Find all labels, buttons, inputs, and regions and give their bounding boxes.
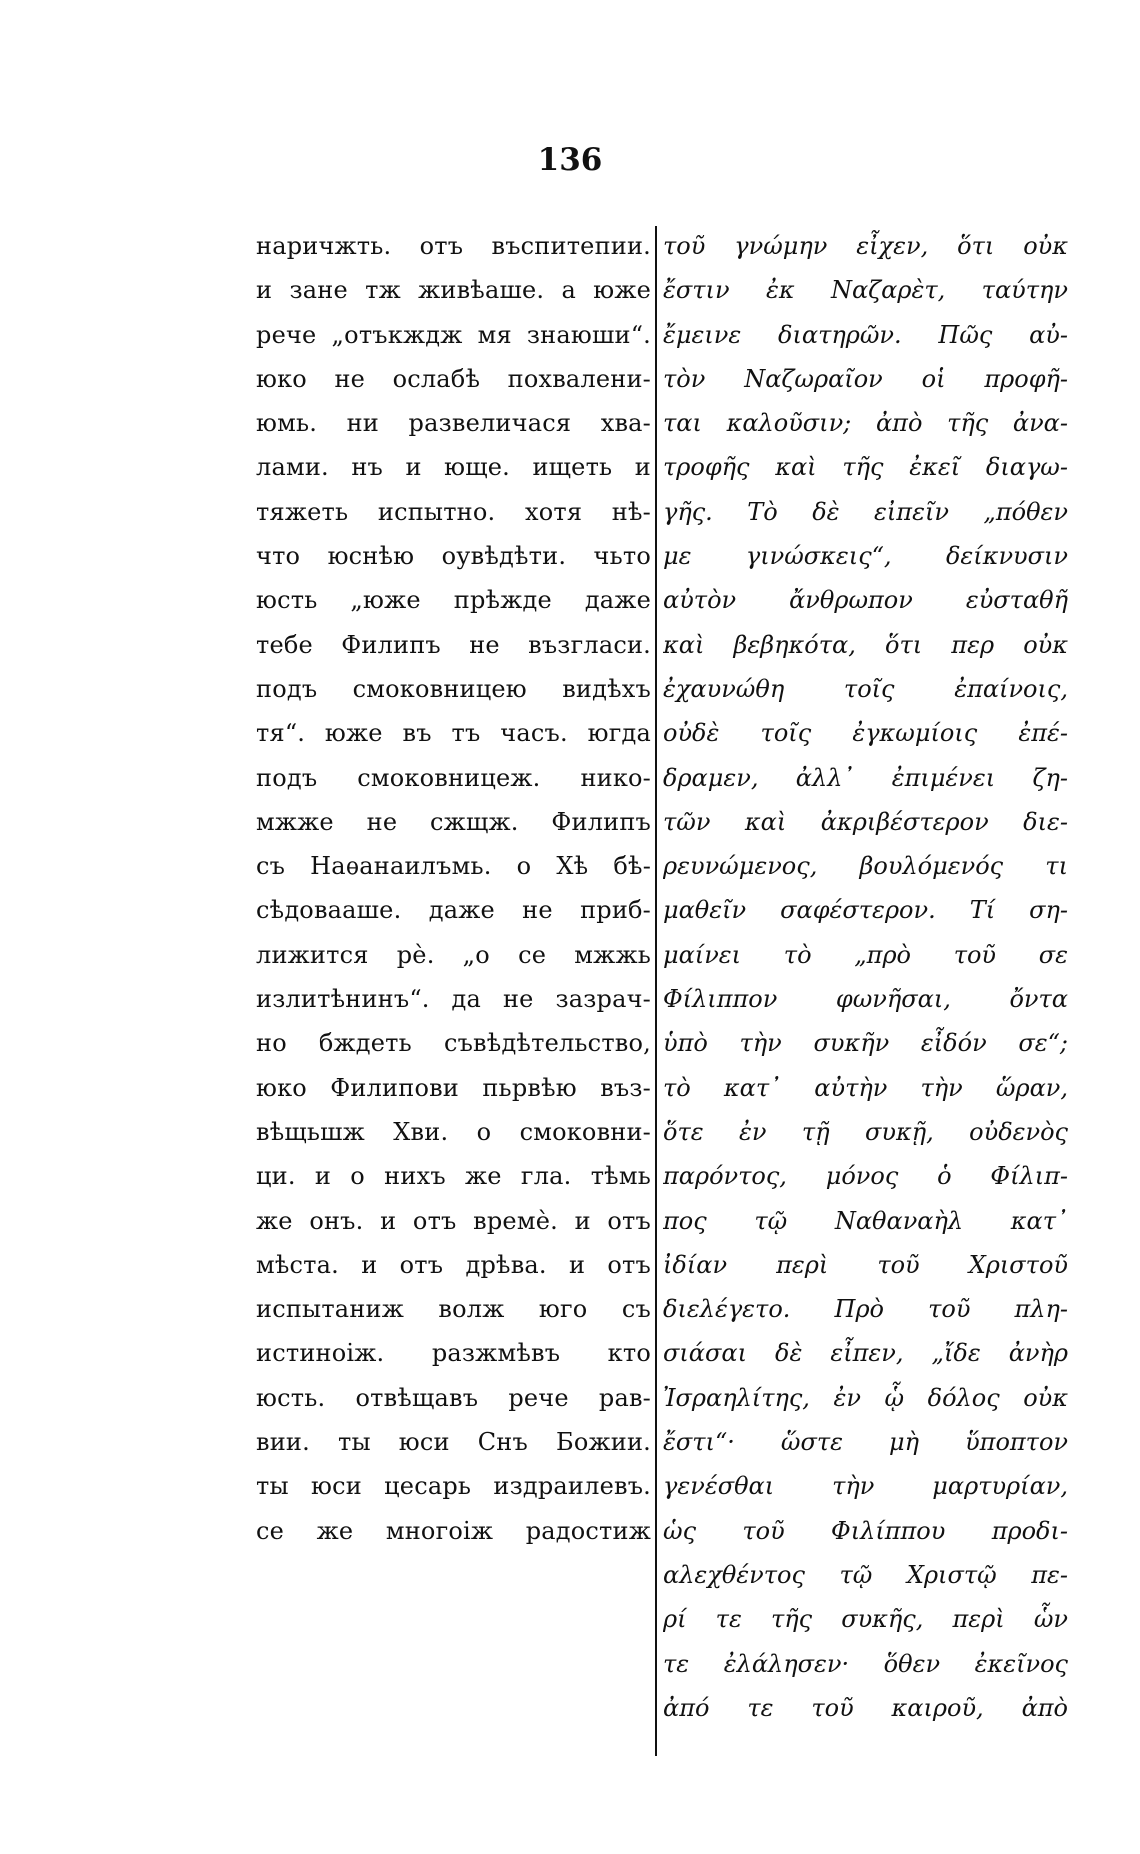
text-line: παρόντος, μόνος ὁ Φίλιπ-	[663, 1162, 1068, 1191]
text-line: ἀπό τε τοῦ καιροῦ, ἀπὸ	[663, 1693, 1068, 1722]
text-line: ὑπὸ τὴν συκῆν εἶδόν σε“;	[663, 1029, 1068, 1058]
text-line: сѣдовааше. даже не приб-	[256, 896, 651, 925]
text-line: юмь. ни развеличася хва-	[256, 409, 651, 438]
text-line: ци. и о нихъ же гла. тѣмь	[256, 1162, 651, 1191]
text-line: же онъ. и отъ времѐ. и отъ	[256, 1206, 651, 1235]
text-line: τῶν καὶ ἀκριβέστερον διε-	[663, 807, 1068, 836]
text-line: испытаниж волж юго съ	[256, 1295, 651, 1324]
text-line: ὅτε ἐν τῇ συκῇ, οὐδενὸς	[663, 1117, 1068, 1146]
text-line: тя“. юже въ тъ часъ. югда	[256, 719, 651, 748]
text-line: ἔστι“· ὥστε μὴ ὕποπτον	[663, 1428, 1068, 1457]
text-line: Ἰσραηλίτης, ἐν ᾧ δόλος οὐκ	[663, 1383, 1068, 1412]
text-line: истиноіж. разжмѣвъ кто	[256, 1339, 651, 1368]
text-line: подъ смоковницеж. нико-	[256, 763, 651, 792]
text-line: излитѣнинъ“. да не зазрач-	[256, 985, 651, 1014]
text-line: τοῦ γνώμην εἶχεν, ὅτι οὐκ	[663, 232, 1068, 260]
text-line: τὸν Ναζωραῖον οἱ προφῆ-	[663, 364, 1068, 393]
text-line: ἰδίαν περὶ τοῦ Χριστοῦ	[663, 1250, 1068, 1279]
text-line: что юснѣю оувѣдѣти. чьто	[256, 542, 651, 571]
text-line: и зане тж живѣаше. а юже	[256, 276, 651, 305]
text-line: съ Наѳанаилъмь. о Хѣ бѣ-	[256, 852, 651, 881]
text-line: τε ἐλάλησεν· ὅθεν ἐκεῖνος	[663, 1649, 1068, 1678]
text-line: лами. нъ и юще. ищеть и	[256, 453, 651, 482]
text-line: юсть „юже прѣжде даже	[256, 586, 651, 615]
text-line: юко не ослабѣ похвалени-	[256, 364, 651, 393]
text-line: ἐχαυνώθη τοῖς ἐπαίνοις,	[663, 674, 1068, 703]
text-line: тебе Филипъ не възгласи.	[256, 630, 651, 659]
text-line: με γινώσκεις“, δείκνυσιν	[663, 542, 1068, 571]
text-line: ρευνώμενος, βουλόμενός τι	[663, 852, 1068, 881]
text-line: Φίλιππον φωνῆσαι, ὄντα	[663, 985, 1068, 1014]
text-line: лижится рѐ. „о се мжжь	[256, 940, 651, 969]
text-line: ται καλοῦσιν; ἀπὸ τῆς ἀνα-	[663, 409, 1068, 438]
text-line: но бждеть съвѣдѣтельство,	[256, 1029, 651, 1058]
text-line: αὐτὸν ἄνθρωπον εὐσταθῆ	[663, 586, 1068, 615]
text-line: γενέσθαι τὴν μαρτυρίαν,	[663, 1472, 1068, 1501]
text-line: ἔμεινε διατηρῶν. Πῶς αὐ-	[663, 320, 1068, 349]
text-line: μαίνει τὸ „πρὸ τοῦ σε	[663, 940, 1068, 969]
text-line: тяжеть испытно. хотя нѣ-	[256, 497, 651, 526]
text-line: ρί τε τῆς συκῆς, περὶ ὧν	[663, 1605, 1068, 1634]
text-line: μαθεῖν σαφέστερον. Τί ση-	[663, 896, 1068, 925]
right-column-greek	[663, 224, 1068, 1730]
text-line: τροφῆς καὶ τῆς ἐκεῖ διαγω-	[663, 453, 1068, 482]
text-line: διελέγετο. Πρὸ τοῦ πλη-	[663, 1295, 1068, 1324]
text-line: σιάσαι δὲ εἶπεν, „ἴδε ἀνὴρ	[663, 1339, 1068, 1368]
column-divider	[655, 226, 657, 1756]
text-line: αλεχθέντος τῷ Χριστῷ πε-	[663, 1560, 1068, 1589]
text-line: ἔστιν ἐκ Ναζαρὲτ, ταύτην	[663, 276, 1068, 305]
text-line: οὐδὲ τοῖς ἐγκωμίοις ἐπέ-	[663, 719, 1068, 748]
text-line: подъ смоковницею видѣхъ	[256, 674, 651, 703]
text-line: вѣщьшж Хви. о смоковни-	[256, 1117, 651, 1146]
text-line: се же многоіж радостиж	[256, 1516, 651, 1545]
text-line: δραμεν, ἀλλ᾽ ἐπιμένει ζη-	[663, 763, 1068, 792]
text-line: вии. ты юси Снъ Божии.	[256, 1428, 651, 1457]
page-number: 136	[537, 142, 603, 178]
left-column-slavonic	[256, 224, 651, 1553]
text-line: καὶ βεβηκότα, ὅτι περ οὐκ	[663, 630, 1068, 659]
text-line: ὡς τοῦ Φιλίππου προδι-	[663, 1516, 1068, 1545]
text-line: τὸ κατ᾽ αὐτὴν τὴν ὥραν,	[663, 1073, 1068, 1102]
text-line: наричжть. отъ въспитепии.	[256, 232, 651, 260]
text-line: γῆς. Τὸ δὲ εἰπεῖν „πόθεν	[663, 497, 1068, 526]
text-line: мѣста. и отъ дрѣва. и отъ	[256, 1250, 651, 1279]
text-line: πος τῷ Ναθαναὴλ κατ᾽	[663, 1206, 1068, 1235]
text-line: юсть. отвѣщавъ рече рав-	[256, 1383, 651, 1412]
text-line: рече „отъкждж мя знаюши“.	[256, 320, 651, 349]
text-line: ты юси цесарь издраилевъ.	[256, 1472, 651, 1501]
text-line: мжже не сжщж. Филипъ	[256, 807, 651, 836]
text-line: юко Филипови пьрвѣю въз-	[256, 1073, 651, 1102]
